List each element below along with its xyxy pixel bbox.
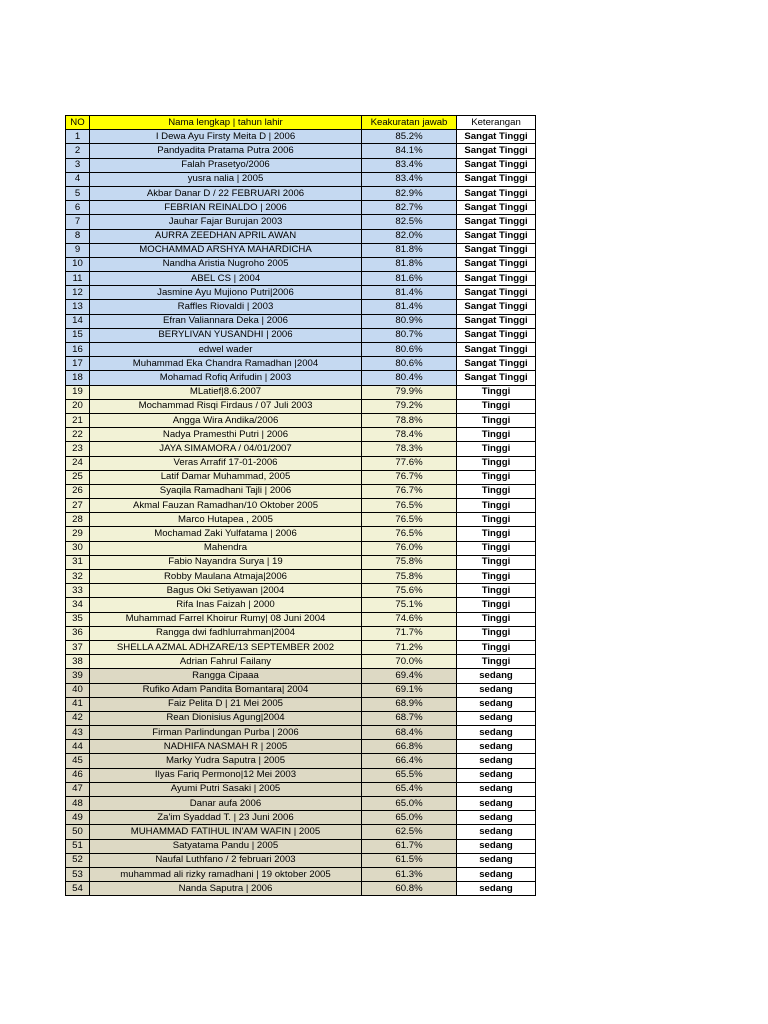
cell-nama[interactable]: Firman Parlindungan Purba | 2006 xyxy=(90,726,362,740)
table-row xyxy=(66,484,536,498)
cell-akurasi[interactable]: 80.6% xyxy=(362,357,457,371)
cell-keterangan[interactable]: sedang xyxy=(457,711,536,725)
table-row xyxy=(66,697,536,711)
table-row xyxy=(66,527,536,541)
cell-akurasi[interactable]: 75.1% xyxy=(362,598,457,612)
cell-nama[interactable]: Bagus Oki Setiyawan |2004 xyxy=(90,584,362,598)
cell-no[interactable]: 51 xyxy=(66,839,90,853)
header-keterangan[interactable]: Keterangan xyxy=(457,116,536,130)
header-nama[interactable]: Nama lengkap | tahun lahir xyxy=(90,116,362,130)
cell-keterangan[interactable]: sedang xyxy=(457,867,536,881)
cell-nama[interactable]: Syaqila Ramadhani Tajli | 2006 xyxy=(90,484,362,498)
cell-no[interactable]: 5 xyxy=(66,186,90,200)
cell-akurasi[interactable]: 79.9% xyxy=(362,385,457,399)
cell-keterangan[interactable]: sedang xyxy=(457,811,536,825)
cell-nama[interactable]: Falah Prasetyo/2006 xyxy=(90,158,362,172)
table-row xyxy=(66,300,536,314)
cell-no[interactable]: 45 xyxy=(66,754,90,768)
table-row xyxy=(66,839,536,853)
cell-keterangan[interactable]: sedang xyxy=(457,853,536,867)
cell-akurasi[interactable]: 80.7% xyxy=(362,328,457,342)
cell-keterangan[interactable]: Sangat Tinggi xyxy=(457,215,536,229)
cell-no[interactable]: 50 xyxy=(66,825,90,839)
table-row xyxy=(66,357,536,371)
cell-no[interactable]: 48 xyxy=(66,797,90,811)
cell-keterangan[interactable]: Sangat Tinggi xyxy=(457,257,536,271)
cell-nama[interactable]: NADHIFA NASMAH R | 2005 xyxy=(90,740,362,754)
cell-nama[interactable]: Jauhar Fajar Burujan 2003 xyxy=(90,215,362,229)
cell-no[interactable]: 24 xyxy=(66,456,90,470)
cell-nama[interactable]: Mohamad Rofiq Arifudin | 2003 xyxy=(90,371,362,385)
cell-no[interactable]: 31 xyxy=(66,555,90,569)
cell-no[interactable]: 47 xyxy=(66,782,90,796)
cell-no[interactable]: 30 xyxy=(66,541,90,555)
cell-nama[interactable]: Naufal Luthfano / 2 februari 2003 xyxy=(90,853,362,867)
table-row xyxy=(66,882,536,896)
cell-no[interactable]: 15 xyxy=(66,328,90,342)
cell-nama[interactable]: Nandha Aristia Nugroho 2005 xyxy=(90,257,362,271)
cell-no[interactable]: 28 xyxy=(66,513,90,527)
table-row xyxy=(66,683,536,697)
cell-nama[interactable]: MUHAMMAD FATIHUL IN'AM WAFIN | 2005 xyxy=(90,825,362,839)
cell-no[interactable]: 22 xyxy=(66,428,90,442)
cell-no[interactable]: 7 xyxy=(66,215,90,229)
cell-no[interactable]: 36 xyxy=(66,626,90,640)
cell-no[interactable]: 21 xyxy=(66,413,90,427)
cell-keterangan[interactable]: Tinggi xyxy=(457,470,536,484)
cell-akurasi[interactable]: 78.8% xyxy=(362,413,457,427)
cell-akurasi[interactable]: 81.6% xyxy=(362,272,457,286)
table-row xyxy=(66,655,536,669)
cell-akurasi[interactable]: 76.7% xyxy=(362,470,457,484)
table-row xyxy=(66,456,536,470)
table-row xyxy=(66,470,536,484)
cell-no[interactable]: 20 xyxy=(66,399,90,413)
cell-keterangan[interactable]: Sangat Tinggi xyxy=(457,343,536,357)
cell-keterangan[interactable]: sedang xyxy=(457,882,536,896)
cell-no[interactable]: 41 xyxy=(66,697,90,711)
cell-nama[interactable]: Fabio Nayandra Surya | 19 xyxy=(90,555,362,569)
cell-keterangan[interactable]: sedang xyxy=(457,782,536,796)
table-row xyxy=(66,229,536,243)
cell-nama[interactable]: edwel wader xyxy=(90,343,362,357)
cell-no[interactable]: 25 xyxy=(66,470,90,484)
cell-keterangan[interactable]: Tinggi xyxy=(457,655,536,669)
cell-keterangan[interactable]: sedang xyxy=(457,697,536,711)
cell-nama[interactable]: Rean Dionisius Agung|2004 xyxy=(90,711,362,725)
cell-no[interactable]: 44 xyxy=(66,740,90,754)
cell-keterangan[interactable]: sedang xyxy=(457,768,536,782)
cell-akurasi[interactable]: 79.2% xyxy=(362,399,457,413)
table-row xyxy=(66,442,536,456)
cell-nama[interactable]: Mochammad Risqi Firdaus / 07 Juli 2003 xyxy=(90,399,362,413)
table-row xyxy=(66,413,536,427)
cell-akurasi[interactable]: 65.4% xyxy=(362,782,457,796)
cell-keterangan[interactable]: Tinggi xyxy=(457,428,536,442)
cell-nama[interactable]: Mochamad Zaki Yulfatama | 2006 xyxy=(90,527,362,541)
cell-nama[interactable]: Faiz Pelita D | 21 Mei 2005 xyxy=(90,697,362,711)
cell-keterangan[interactable]: Tinggi xyxy=(457,399,536,413)
cell-akurasi[interactable]: 81.8% xyxy=(362,243,457,257)
cell-no[interactable]: 23 xyxy=(66,442,90,456)
cell-keterangan[interactable]: sedang xyxy=(457,740,536,754)
table-row xyxy=(66,811,536,825)
cell-akurasi[interactable]: 82.7% xyxy=(362,201,457,215)
cell-keterangan[interactable]: Tinggi xyxy=(457,513,536,527)
table-row xyxy=(66,385,536,399)
cell-keterangan[interactable]: Tinggi xyxy=(457,499,536,513)
cell-akurasi[interactable]: 81.8% xyxy=(362,257,457,271)
cell-nama[interactable]: Danar aufa 2006 xyxy=(90,797,362,811)
cell-no[interactable]: 29 xyxy=(66,527,90,541)
cell-no[interactable]: 32 xyxy=(66,570,90,584)
header-no[interactable]: NO xyxy=(66,116,90,130)
cell-nama[interactable]: FEBRIAN REINALDO | 2006 xyxy=(90,201,362,215)
cell-nama[interactable]: Muhammad Eka Chandra Ramadhan |2004 xyxy=(90,357,362,371)
cell-nama[interactable]: BERYLIVAN YUSANDHI | 2006 xyxy=(90,328,362,342)
cell-no[interactable]: 10 xyxy=(66,257,90,271)
table-row xyxy=(66,286,536,300)
cell-akurasi[interactable]: 68.9% xyxy=(362,697,457,711)
cell-keterangan[interactable]: sedang xyxy=(457,825,536,839)
cell-nama[interactable]: Ayumi Putri Sasaki | 2005 xyxy=(90,782,362,796)
cell-akurasi[interactable]: 71.7% xyxy=(362,626,457,640)
table-row xyxy=(66,726,536,740)
table-row xyxy=(66,499,536,513)
cell-nama[interactable]: Muhammad Farrel Khoirur Rumy| 08 Juni 2004 xyxy=(90,612,362,626)
cell-keterangan[interactable]: Tinggi xyxy=(457,598,536,612)
table-row xyxy=(66,144,536,158)
cell-nama[interactable]: ABEL CS | 2004 xyxy=(90,272,362,286)
cell-keterangan[interactable]: sedang xyxy=(457,839,536,853)
cell-keterangan[interactable]: Tinggi xyxy=(457,527,536,541)
table-row xyxy=(66,257,536,271)
cell-no[interactable]: 19 xyxy=(66,385,90,399)
cell-keterangan[interactable]: Sangat Tinggi xyxy=(457,144,536,158)
cell-keterangan[interactable]: Sangat Tinggi xyxy=(457,229,536,243)
cell-no[interactable]: 16 xyxy=(66,343,90,357)
table-row xyxy=(66,754,536,768)
table-row xyxy=(66,314,536,328)
cell-no[interactable]: 49 xyxy=(66,811,90,825)
cell-keterangan[interactable]: Tinggi xyxy=(457,584,536,598)
cell-nama[interactable]: JAYA SIMAMORA / 04/01/2007 xyxy=(90,442,362,456)
table-row xyxy=(66,186,536,200)
cell-no[interactable]: 54 xyxy=(66,882,90,896)
cell-nama[interactable]: Za'im Syaddad T. | 23 Juni 2006 xyxy=(90,811,362,825)
table-row xyxy=(66,371,536,385)
table-row xyxy=(66,669,536,683)
cell-nama[interactable]: Rangga dwi fadhlurrahman|2004 xyxy=(90,626,362,640)
table-row xyxy=(66,215,536,229)
cell-nama[interactable]: yusra nalia | 2005 xyxy=(90,172,362,186)
cell-nama[interactable]: Rifa Inas Faizah | 2000 xyxy=(90,598,362,612)
cell-no[interactable]: 18 xyxy=(66,371,90,385)
cell-akurasi[interactable]: 82.5% xyxy=(362,215,457,229)
cell-nama[interactable]: Robby Maulana Atmaja|2006 xyxy=(90,570,362,584)
cell-akurasi[interactable]: 69.4% xyxy=(362,669,457,683)
table-row xyxy=(66,853,536,867)
cell-keterangan[interactable]: Tinggi xyxy=(457,541,536,555)
cell-keterangan[interactable]: Sangat Tinggi xyxy=(457,130,536,144)
table-row xyxy=(66,584,536,598)
table-row xyxy=(66,172,536,186)
table-row xyxy=(66,867,536,881)
cell-nama[interactable]: Satyatama Pandu | 2005 xyxy=(90,839,362,853)
table-row xyxy=(66,343,536,357)
cell-nama[interactable]: Veras Arrafif 17-01-2006 xyxy=(90,456,362,470)
cell-no[interactable]: 6 xyxy=(66,201,90,215)
cell-no[interactable]: 39 xyxy=(66,669,90,683)
cell-akurasi[interactable]: 75.8% xyxy=(362,555,457,569)
cell-no[interactable]: 26 xyxy=(66,484,90,498)
cell-keterangan[interactable]: sedang xyxy=(457,797,536,811)
cell-keterangan[interactable]: Sangat Tinggi xyxy=(457,201,536,215)
header-row xyxy=(66,116,536,130)
cell-akurasi[interactable]: 65.5% xyxy=(362,768,457,782)
cell-no[interactable]: 2 xyxy=(66,144,90,158)
cell-keterangan[interactable]: Sangat Tinggi xyxy=(457,314,536,328)
cell-no[interactable]: 17 xyxy=(66,357,90,371)
table-row xyxy=(66,541,536,555)
cell-no[interactable]: 12 xyxy=(66,286,90,300)
cell-akurasi[interactable]: 61.5% xyxy=(362,853,457,867)
cell-no[interactable]: 37 xyxy=(66,640,90,654)
cell-nama[interactable]: Nanda Saputra | 2006 xyxy=(90,882,362,896)
table-row xyxy=(66,612,536,626)
cell-nama[interactable]: Ilyas Fariq Permono|12 Mei 2003 xyxy=(90,768,362,782)
cell-keterangan[interactable]: Sangat Tinggi xyxy=(457,186,536,200)
table-row xyxy=(66,570,536,584)
cell-akurasi[interactable]: 61.7% xyxy=(362,839,457,853)
cell-akurasi[interactable]: 85.2% xyxy=(362,130,457,144)
cell-nama[interactable]: Akbar Danar D / 22 FEBRUARI 2006 xyxy=(90,186,362,200)
cell-nama[interactable]: Adrian Fahrul Failany xyxy=(90,655,362,669)
cell-keterangan[interactable]: Tinggi xyxy=(457,484,536,498)
cell-akurasi[interactable]: 80.9% xyxy=(362,314,457,328)
cell-akurasi[interactable]: 76.7% xyxy=(362,484,457,498)
table-row xyxy=(66,201,536,215)
cell-akurasi[interactable]: 75.8% xyxy=(362,570,457,584)
cell-nama[interactable]: Raffles Riovaldi | 2003 xyxy=(90,300,362,314)
cell-no[interactable]: 52 xyxy=(66,853,90,867)
cell-nama[interactable]: MOCHAMMAD ARSHYA MAHARDICHA xyxy=(90,243,362,257)
table-row xyxy=(66,598,536,612)
cell-nama[interactable]: Marky Yudra Saputra | 2005 xyxy=(90,754,362,768)
cell-no[interactable]: 27 xyxy=(66,499,90,513)
cell-keterangan[interactable]: Tinggi xyxy=(457,612,536,626)
cell-keterangan[interactable]: Sangat Tinggi xyxy=(457,328,536,342)
table-row xyxy=(66,243,536,257)
cell-akurasi[interactable]: 62.5% xyxy=(362,825,457,839)
table-row xyxy=(66,825,536,839)
table-row xyxy=(66,711,536,725)
cell-keterangan[interactable]: sedang xyxy=(457,683,536,697)
table-row xyxy=(66,640,536,654)
cell-no[interactable]: 9 xyxy=(66,243,90,257)
cell-keterangan[interactable]: Sangat Tinggi xyxy=(457,272,536,286)
cell-nama[interactable]: Latif Damar Muhammad, 2005 xyxy=(90,470,362,484)
cell-no[interactable]: 42 xyxy=(66,711,90,725)
cell-keterangan[interactable]: Sangat Tinggi xyxy=(457,158,536,172)
table-row xyxy=(66,782,536,796)
cell-keterangan[interactable]: Tinggi xyxy=(457,413,536,427)
cell-akurasi[interactable]: 74.6% xyxy=(362,612,457,626)
table-row xyxy=(66,740,536,754)
cell-keterangan[interactable]: Tinggi xyxy=(457,555,536,569)
cell-keterangan[interactable]: Sangat Tinggi xyxy=(457,300,536,314)
table-row xyxy=(66,130,536,144)
cell-nama[interactable]: Rufiko Adam Pandita Bomantara| 2004 xyxy=(90,683,362,697)
table-row xyxy=(66,513,536,527)
cell-akurasi[interactable]: 80.6% xyxy=(362,343,457,357)
table-row xyxy=(66,768,536,782)
cell-keterangan[interactable]: sedang xyxy=(457,726,536,740)
cell-akurasi[interactable]: 70.0% xyxy=(362,655,457,669)
cell-keterangan[interactable]: Sangat Tinggi xyxy=(457,172,536,186)
cell-akurasi[interactable]: 68.4% xyxy=(362,726,457,740)
cell-akurasi[interactable]: 83.4% xyxy=(362,172,457,186)
cell-keterangan[interactable]: Tinggi xyxy=(457,385,536,399)
cell-akurasi[interactable]: 81.4% xyxy=(362,300,457,314)
cell-no[interactable]: 38 xyxy=(66,655,90,669)
cell-akurasi[interactable]: 76.5% xyxy=(362,513,457,527)
cell-no[interactable]: 40 xyxy=(66,683,90,697)
cell-no[interactable]: 8 xyxy=(66,229,90,243)
cell-akurasi[interactable]: 78.3% xyxy=(362,442,457,456)
cell-keterangan[interactable]: Tinggi xyxy=(457,626,536,640)
cell-nama[interactable]: Mahendra xyxy=(90,541,362,555)
cell-no[interactable]: 34 xyxy=(66,598,90,612)
cell-nama[interactable]: Marco Hutapea , 2005 xyxy=(90,513,362,527)
cell-keterangan[interactable]: Tinggi xyxy=(457,570,536,584)
table-row xyxy=(66,626,536,640)
results-table xyxy=(65,115,536,896)
cell-akurasi[interactable]: 82.9% xyxy=(362,186,457,200)
cell-akurasi[interactable]: 82.0% xyxy=(362,229,457,243)
cell-akurasi[interactable]: 76.5% xyxy=(362,499,457,513)
cell-akurasi[interactable]: 65.0% xyxy=(362,811,457,825)
cell-nama[interactable]: Rangga Cipaaa xyxy=(90,669,362,683)
cell-akurasi[interactable]: 77.6% xyxy=(362,456,457,470)
cell-akurasi[interactable]: 76.0% xyxy=(362,541,457,555)
cell-no[interactable]: 1 xyxy=(66,130,90,144)
table-row xyxy=(66,272,536,286)
cell-keterangan[interactable]: sedang xyxy=(457,669,536,683)
cell-no[interactable]: 33 xyxy=(66,584,90,598)
cell-akurasi[interactable]: 60.8% xyxy=(362,882,457,896)
cell-akurasi[interactable]: 75.6% xyxy=(362,584,457,598)
cell-akurasi[interactable]: 81.4% xyxy=(362,286,457,300)
cell-nama[interactable]: Jasmine Ayu Mujiono Putri|2006 xyxy=(90,286,362,300)
cell-nama[interactable]: MLatief|8.6.2007 xyxy=(90,385,362,399)
cell-akurasi[interactable]: 84.1% xyxy=(362,144,457,158)
cell-keterangan[interactable]: Sangat Tinggi xyxy=(457,357,536,371)
cell-keterangan[interactable]: Tinggi xyxy=(457,456,536,470)
cell-akurasi[interactable]: 68.7% xyxy=(362,711,457,725)
cell-nama[interactable]: Efran Valiannara Deka | 2006 xyxy=(90,314,362,328)
cell-nama[interactable]: Nadya Pramesthi Putri | 2006 xyxy=(90,428,362,442)
table-body xyxy=(66,130,536,896)
table-row xyxy=(66,158,536,172)
cell-keterangan[interactable]: sedang xyxy=(457,754,536,768)
cell-akurasi[interactable]: 76.5% xyxy=(362,527,457,541)
cell-no[interactable]: 3 xyxy=(66,158,90,172)
cell-keterangan[interactable]: Tinggi xyxy=(457,442,536,456)
cell-akurasi[interactable]: 78.4% xyxy=(362,428,457,442)
cell-nama[interactable]: SHELLA AZMAL ADHZARE/13 SEPTEMBER 2002 xyxy=(90,640,362,654)
cell-no[interactable]: 35 xyxy=(66,612,90,626)
table-row xyxy=(66,399,536,413)
cell-nama[interactable]: muhammad ali rizky ramadhani | 19 oktober 2005 xyxy=(90,867,362,881)
cell-akurasi[interactable]: 83.4% xyxy=(362,158,457,172)
cell-no[interactable]: 13 xyxy=(66,300,90,314)
cell-akurasi[interactable]: 66.8% xyxy=(362,740,457,754)
cell-no[interactable]: 11 xyxy=(66,272,90,286)
cell-no[interactable]: 14 xyxy=(66,314,90,328)
cell-no[interactable]: 46 xyxy=(66,768,90,782)
cell-akurasi[interactable]: 80.4% xyxy=(362,371,457,385)
cell-nama[interactable]: Pandyadita Pratama Putra 2006 xyxy=(90,144,362,158)
cell-no[interactable]: 43 xyxy=(66,726,90,740)
cell-nama[interactable]: Akmal Fauzan Ramadhan/10 Oktober 2005 xyxy=(90,499,362,513)
table-row xyxy=(66,797,536,811)
table-row xyxy=(66,555,536,569)
table-row xyxy=(66,328,536,342)
cell-keterangan[interactable]: Tinggi xyxy=(457,640,536,654)
cell-nama[interactable]: I Dewa Ayu Firsty Meita D | 2006 xyxy=(90,130,362,144)
cell-keterangan[interactable]: Sangat Tinggi xyxy=(457,371,536,385)
cell-no[interactable]: 53 xyxy=(66,867,90,881)
cell-akurasi[interactable]: 69.1% xyxy=(362,683,457,697)
cell-akurasi[interactable]: 61.3% xyxy=(362,867,457,881)
cell-nama[interactable]: AURRA ZEEDHAN APRIL AWAN xyxy=(90,229,362,243)
cell-akurasi[interactable]: 65.0% xyxy=(362,797,457,811)
cell-keterangan[interactable]: Sangat Tinggi xyxy=(457,286,536,300)
table-row xyxy=(66,428,536,442)
cell-nama[interactable]: Angga Wira Andika/2006 xyxy=(90,413,362,427)
cell-no[interactable]: 4 xyxy=(66,172,90,186)
cell-akurasi[interactable]: 71.2% xyxy=(362,640,457,654)
cell-keterangan[interactable]: Sangat Tinggi xyxy=(457,243,536,257)
header-akurasi[interactable]: Keakuratan jawab xyxy=(362,116,457,130)
cell-akurasi[interactable]: 66.4% xyxy=(362,754,457,768)
